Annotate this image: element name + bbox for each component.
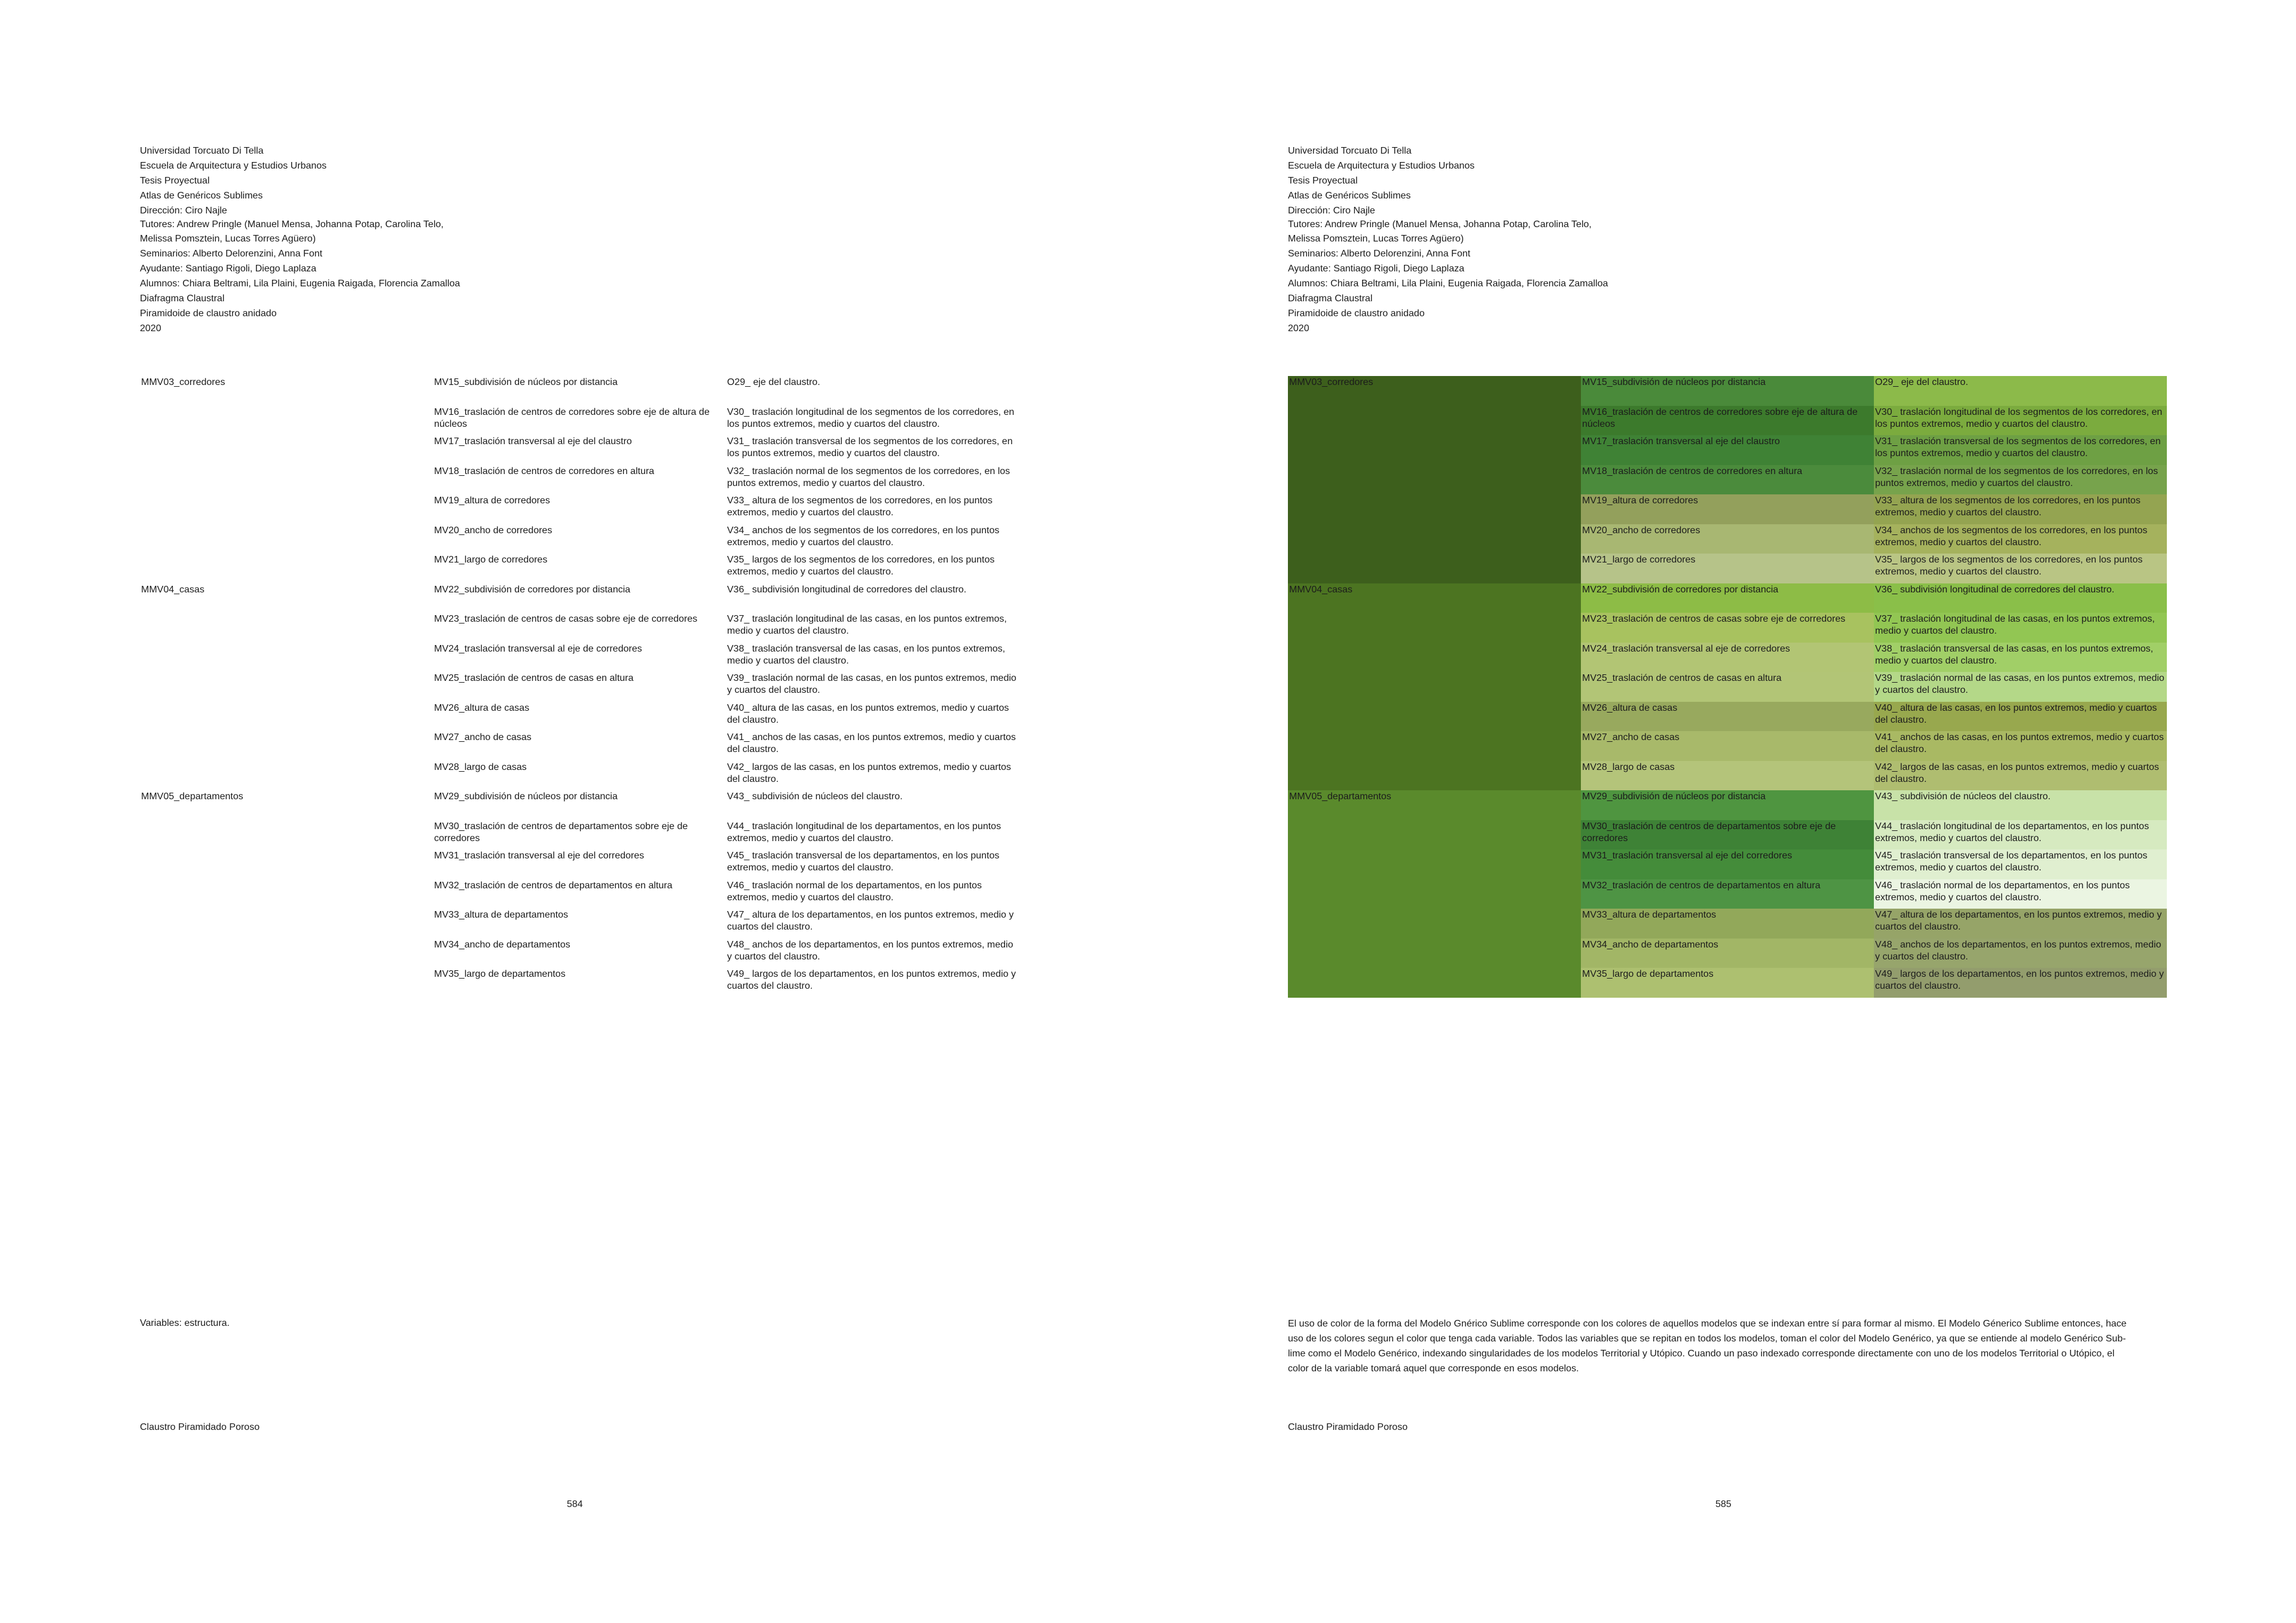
v-cell: V34_ anchos de los segmentos de los corredores, en los puntos extremos, medio y cuartos del claustro.	[1874, 524, 2167, 554]
header-line: Dirección: Ciro Najle	[140, 206, 227, 216]
header-line: Alumnos: Chiara Beltrami, Lila Plaini, Eugenia Raigada, Florencia Zamalloa	[1288, 279, 1608, 289]
footer-title: Claustro Piramidado Poroso	[140, 1422, 260, 1432]
mv-cell: MV19_altura de corredores	[1581, 494, 1874, 524]
mv-cell: MV24_traslación transversal al eje de corredores	[1581, 643, 1874, 673]
v-cell: V47_ altura de los departamentos, en los puntos extremos, medio y cuartos del claustro.	[727, 910, 1014, 932]
v-cell: V37_ traslación longitudinal de las casas, en los puntos extremos, medio y cuartos del claustro.	[1874, 613, 2167, 643]
group-label: MMV05_departamentos	[141, 791, 243, 802]
mv-cell: MV16_traslación de centros de corredores sobre eje de altura de núcleos	[1581, 406, 1874, 436]
color-paragraph: El uso de color de la forma del Modelo Gnérico Sublime corresponde con los colores de aquellos modelos que se indexan entre sí para formar al mismo. El Modelo Génerico Sublime entonces, hace uso de los colores segun el color que tenga cada variable. Todos las variables que se repitan en todos los modelos, toman el color del Modelo Genérico, ya que se entiende al modelo Genérico Sub-lime como el Modelo Genérico, indexando singularidades de los modelos Territorial y Utópico. Cuando un paso indexado corresponde directamente con uno de los modelos Territorial o Utópico, el color de la variable tomará aquel que corresponde en esos modelos.	[1288, 1319, 2127, 1374]
header-block	[140, 143, 460, 336]
v-cell: V41_ anchos de las casas, en los puntos extremos, medio y cuartos del claustro.	[727, 732, 1016, 754]
header-line: Tutores: Andrew Pringle (Manuel Mensa, Johanna Potap, Carolina Telo,	[1288, 219, 1592, 230]
v-cell: V48_ anchos de los departamentos, en los puntos extremos, medio y cuartos del claustro.	[1874, 939, 2167, 968]
mv-cell: MV31_traslación transversal al eje del corredores	[434, 851, 645, 861]
v-cell: V46_ traslación normal de los departamentos, en los puntos extremos, medio y cuartos del claustro.	[727, 880, 982, 903]
header-line: Universidad Torcuato Di Tella	[140, 146, 264, 156]
v-cell: V30_ traslación longitudinal de los segmentos de los corredores, en los puntos extremos, medio y cuartos del claustro.	[727, 406, 1015, 429]
v-cell: V41_ anchos de las casas, en los puntos extremos, medio y cuartos del claustro.	[1874, 731, 2167, 761]
mv-cell: MV32_traslación de centros de departamentos en altura	[434, 880, 673, 891]
header-line: Melissa Pomsztein, Lucas Torres Agüero)	[1288, 234, 1464, 244]
mv-cell: MV29_subdivisión de núcleos por distancia	[434, 791, 618, 802]
v-cell: V33_ altura de los segmentos de los corredores, en los puntos extremos, medio y cuartos del claustro.	[727, 496, 993, 518]
mv-cell: MV16_traslación de centros de corredores sobre eje de altura de núcleos	[434, 406, 710, 429]
header-block	[1288, 143, 1608, 336]
v-cell: V49_ largos de los departamentos, en los puntos extremos, medio y cuartos del claustro.	[1874, 968, 2167, 998]
v-cell: V48_ anchos de los departamentos, en los puntos extremos, medio y cuartos del claustro.	[727, 939, 1013, 962]
v-cell: V40_ altura de las casas, en los puntos extremos, medio y cuartos del claustro.	[727, 702, 1009, 725]
mv-cell: MV20_ancho de corredores	[1581, 524, 1874, 554]
header-line: Melissa Pomsztein, Lucas Torres Agüero)	[140, 234, 316, 244]
footer-title: Claustro Piramidado Poroso	[1288, 1422, 1408, 1432]
mv-cell: MV33_altura de departamentos	[434, 910, 569, 920]
v-cell: V45_ traslación transversal de los departamentos, en los puntos extremos, medio y cuartos del claustro.	[727, 851, 1000, 873]
mv-cell: MV22_subdivisión de corredores por distancia	[1581, 583, 1874, 613]
v-cell: V40_ altura de las casas, en los puntos extremos, medio y cuartos del claustro.	[1874, 702, 2167, 732]
mv-cell: MV26_altura de casas	[434, 702, 530, 713]
mv-cell: MV35_largo de departamentos	[434, 969, 566, 979]
mv-cell: MV28_largo de casas	[1581, 761, 1874, 791]
mv-cell: MV18_traslación de centros de corredores en altura	[1581, 465, 1874, 495]
header-line: Ayudante: Santiago Rigoli, Diego Laplaza	[1288, 264, 1465, 274]
v-cell: V42_ largos de las casas, en los puntos extremos, medio y cuartos del claustro.	[727, 762, 1011, 784]
variables-table	[140, 376, 1019, 998]
v-cell: V44_ traslación longitudinal de los departamentos, en los puntos extremos, medio y cuartos del claustro.	[727, 821, 1002, 843]
page-number: 585	[1715, 1499, 1732, 1509]
mv-cell: MV28_largo de casas	[434, 762, 527, 772]
v-cell: O29_ eje del claustro.	[727, 377, 820, 387]
group-label: MMV04_casas	[1288, 583, 1581, 791]
header-line: Tutores: Andrew Pringle (Manuel Mensa, Johanna Potap, Carolina Telo,	[140, 219, 444, 230]
mv-cell: MV25_traslación de centros de casas en altura	[1581, 672, 1874, 702]
v-cell: V43_ subdivisión de núcleos del claustro.	[1874, 790, 2167, 820]
v-cell: V46_ traslación normal de los departamentos, en los puntos extremos, medio y cuartos del claustro.	[1874, 879, 2167, 909]
v-cell: V31_ traslación transversal de los segmentos de los corredores, en los puntos extremos, medio y cuartos del claustro.	[727, 436, 1013, 459]
mv-cell: MV23_traslación de centros de casas sobre eje de corredores	[434, 614, 698, 624]
mv-cell: MV20_ancho de corredores	[434, 525, 552, 536]
header-line: Seminarios: Alberto Delorenzini, Anna Font	[1288, 249, 1471, 259]
header-line: Universidad Torcuato Di Tella	[1288, 146, 1412, 156]
mv-cell: MV23_traslación de centros de casas sobre eje de corredores	[1581, 613, 1874, 643]
mv-cell: MV30_traslación de centros de departamentos sobre eje de corredores	[434, 821, 688, 843]
mv-cell: MV24_traslación transversal al eje de corredores	[434, 643, 642, 654]
v-cell: V36_ subdivisión longitudinal de corredores del claustro.	[1874, 583, 2167, 613]
group-label: MMV04_casas	[141, 584, 204, 595]
v-cell: V31_ traslación transversal de los segmentos de los corredores, en los puntos extremos, medio y cuartos del claustro.	[1874, 435, 2167, 465]
v-cell: V36_ subdivisión longitudinal de corredores del claustro.	[727, 584, 967, 595]
mv-cell: MV25_traslación de centros de casas en altura	[434, 673, 634, 683]
v-cell: V49_ largos de los departamentos, en los puntos extremos, medio y cuartos del claustro.	[727, 969, 1016, 991]
v-cell: V35_ largos de los segmentos de los corredores, en los puntos extremos, medio y cuartos del claustro.	[727, 555, 995, 577]
v-cell: V39_ traslación normal de las casas, en los puntos extremos, medio y cuartos del claustro.	[727, 673, 1016, 695]
mv-cell: MV32_traslación de centros de departamentos en altura	[1581, 879, 1874, 909]
header-line: Atlas de Genéricos Sublimes	[1288, 191, 1411, 201]
header-line: Seminarios: Alberto Delorenzini, Anna Font	[140, 249, 323, 259]
v-cell: V42_ largos de las casas, en los puntos extremos, medio y cuartos del claustro.	[1874, 761, 2167, 791]
mv-cell: MV33_altura de departamentos	[1581, 909, 1874, 939]
mv-cell: MV17_traslación transversal al eje del claustro	[434, 436, 632, 447]
header-line: Alumnos: Chiara Beltrami, Lila Plaini, Eugenia Raigada, Florencia Zamalloa	[140, 279, 460, 289]
group-label: MMV05_departamentos	[1288, 790, 1581, 998]
mv-cell: MV22_subdivisión de corredores por distancia	[434, 584, 631, 595]
v-cell: V33_ altura de los segmentos de los corredores, en los puntos extremos, medio y cuartos del claustro.	[1874, 494, 2167, 524]
mv-cell: MV18_traslación de centros de corredores en altura	[434, 466, 655, 476]
v-cell: V39_ traslación normal de las casas, en los puntos extremos, medio y cuartos del claustro.	[1874, 672, 2167, 702]
v-cell: V35_ largos de los segmentos de los corredores, en los puntos extremos, medio y cuartos del claustro.	[1874, 554, 2167, 583]
mv-cell: MV30_traslación de centros de departamentos sobre eje de corredores	[1581, 820, 1874, 850]
group-label: MMV03_corredores	[1288, 376, 1581, 583]
v-cell: V47_ altura de los departamentos, en los puntos extremos, medio y cuartos del claustro.	[1874, 909, 2167, 939]
mv-cell: MV29_subdivisión de núcleos por distancia	[1581, 790, 1874, 820]
v-cell: V44_ traslación longitudinal de los departamentos, en los puntos extremos, medio y cuartos del claustro.	[1874, 820, 2167, 850]
header-line: Ayudante: Santiago Rigoli, Diego Laplaza	[140, 264, 317, 274]
header-line: 2020	[140, 323, 161, 334]
header-line: Piramidoide de claustro anidado	[1288, 308, 1425, 319]
group-label: MMV03_corredores	[141, 377, 225, 387]
page-number: 584	[567, 1499, 583, 1509]
mv-cell: MV34_ancho de departamentos	[434, 939, 570, 950]
mv-cell: MV26_altura de casas	[1581, 702, 1874, 732]
mv-cell: MV17_traslación transversal al eje del claustro	[1581, 435, 1874, 465]
mv-cell: MV15_subdivisión de núcleos por distancia	[1581, 376, 1874, 406]
v-cell: V38_ traslación transversal de las casas, en los puntos extremos, medio y cuartos del claustro.	[727, 643, 1006, 666]
v-cell: V43_ subdivisión de núcleos del claustro.	[727, 791, 903, 802]
right-page	[1148, 0, 2296, 1623]
mv-cell: MV21_largo de corredores	[434, 555, 548, 565]
v-cell: V38_ traslación transversal de las casas, en los puntos extremos, medio y cuartos del claustro.	[1874, 643, 2167, 673]
header-line: Escuela de Arquitectura y Estudios Urbanos	[1288, 161, 1475, 171]
header-line: Diafragma Claustral	[1288, 294, 1373, 304]
v-cell: V32_ traslación normal de los segmentos de los corredores, en los puntos extremos, medio y cuartos del claustro.	[1874, 465, 2167, 495]
v-cell: V30_ traslación longitudinal de los segmentos de los corredores, en los puntos extremos, medio y cuartos del claustro.	[1874, 406, 2167, 436]
header-line: 2020	[1288, 323, 1309, 334]
mv-cell: MV15_subdivisión de núcleos por distancia	[434, 377, 618, 387]
mv-cell: MV27_ancho de casas	[434, 732, 532, 742]
mv-cell: MV19_altura de corredores	[434, 496, 550, 506]
v-cell: O29_ eje del claustro.	[1874, 376, 2167, 406]
v-cell: V34_ anchos de los segmentos de los corredores, en los puntos extremos, medio y cuartos del claustro.	[727, 525, 1000, 548]
mv-cell: MV31_traslación transversal al eje del corredores	[1581, 849, 1874, 879]
v-cell: V32_ traslación normal de los segmentos de los corredores, en los puntos extremos, medio y cuartos del claustro.	[727, 466, 1010, 488]
v-cell: V37_ traslación longitudinal de las casas, en los puntos extremos, medio y cuartos del claustro.	[727, 614, 1007, 636]
header-line: Diafragma Claustral	[140, 294, 225, 304]
header-line: Piramidoide de claustro anidado	[140, 308, 277, 319]
header-line: Atlas de Genéricos Sublimes	[140, 191, 263, 201]
mv-cell: MV34_ancho de departamentos	[1581, 939, 1874, 968]
mv-cell: MV21_largo de corredores	[1581, 554, 1874, 583]
v-cell: V45_ traslación transversal de los departamentos, en los puntos extremos, medio y cuartos del claustro.	[1874, 849, 2167, 879]
mv-cell: MV35_largo de departamentos	[1581, 968, 1874, 998]
caption: Variables: estructura.	[140, 1318, 230, 1328]
variables-color-table	[1288, 376, 2167, 998]
mv-cell: MV27_ancho de casas	[1581, 731, 1874, 761]
header-line: Escuela de Arquitectura y Estudios Urbanos	[140, 161, 327, 171]
header-line: Tesis Proyectual	[1288, 176, 1358, 186]
header-line: Tesis Proyectual	[140, 176, 210, 186]
header-line: Dirección: Ciro Najle	[1288, 206, 1375, 216]
